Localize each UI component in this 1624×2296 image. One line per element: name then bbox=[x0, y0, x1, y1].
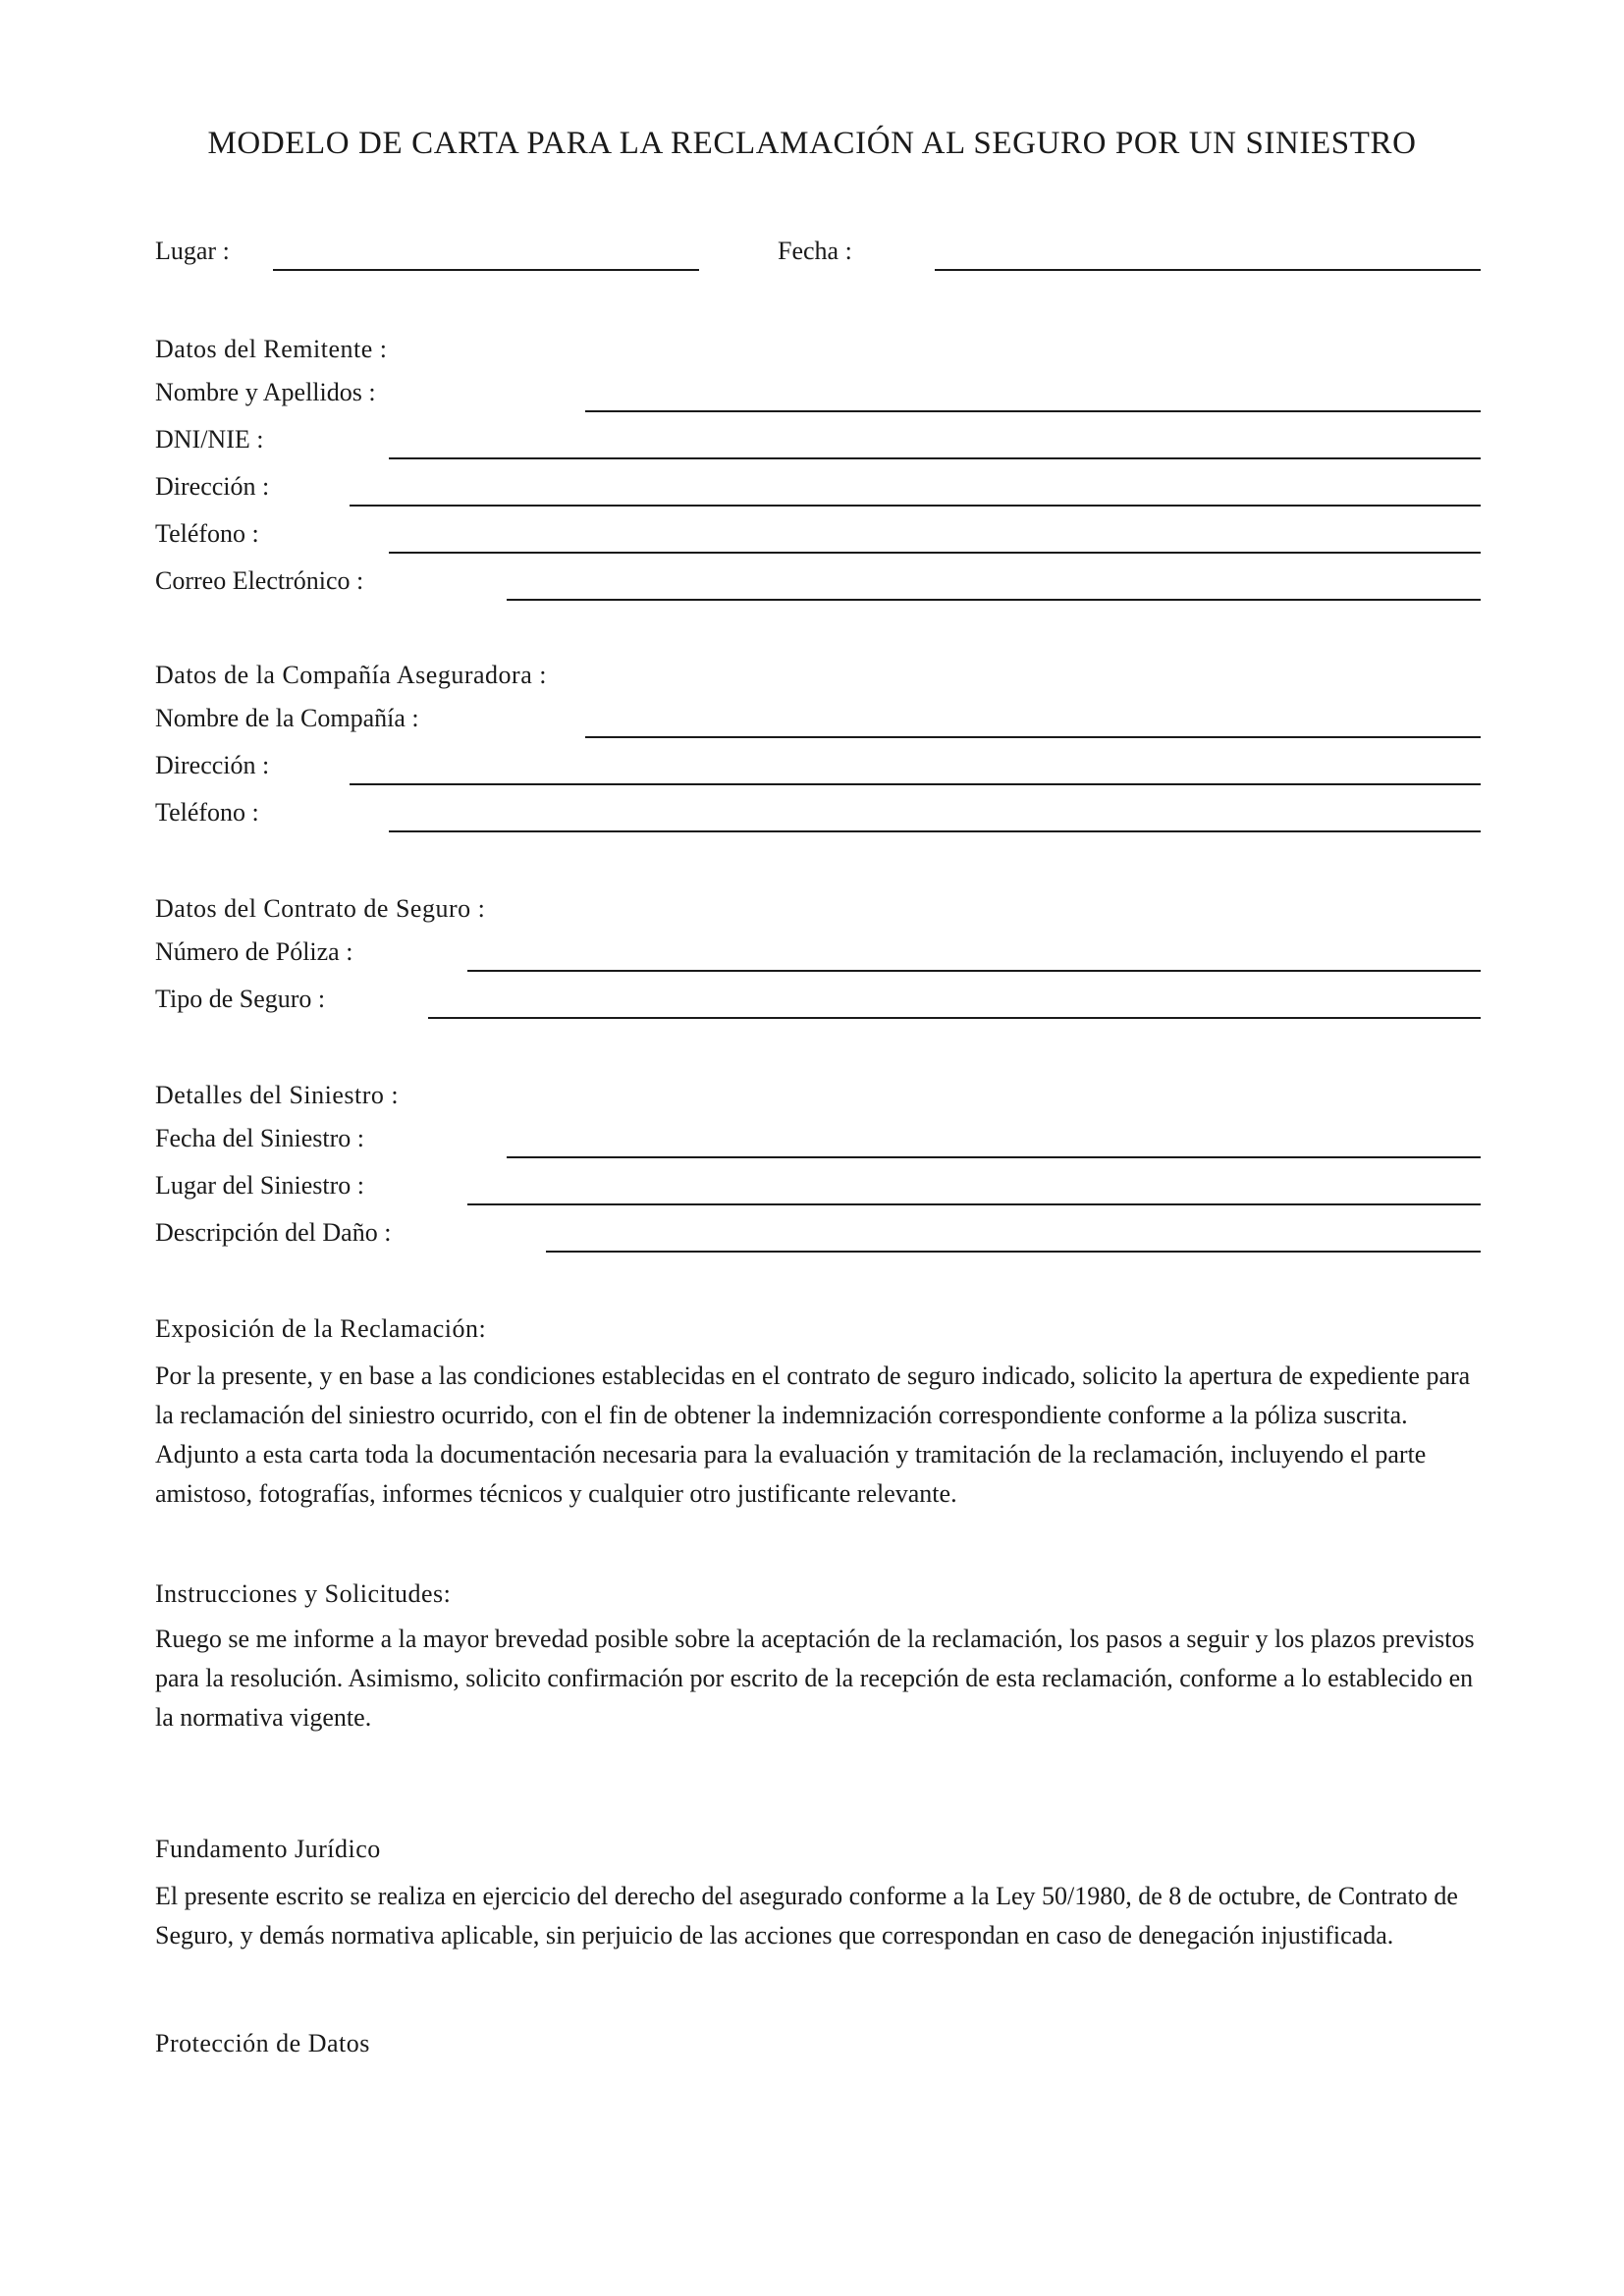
claim-date-field[interactable] bbox=[507, 1156, 1481, 1158]
contract-policy-label: Número de Póliza : bbox=[155, 937, 353, 966]
claim-date-row bbox=[155, 1121, 1481, 1160]
sender-phone-field[interactable] bbox=[389, 552, 1481, 554]
contract-type-field[interactable] bbox=[428, 1017, 1481, 1019]
contract-type-row bbox=[155, 982, 1481, 1021]
sender-address-label: Dirección : bbox=[155, 472, 270, 501]
sender-email-row bbox=[155, 563, 1481, 603]
sender-phone-row bbox=[155, 516, 1481, 556]
contract-policy-field[interactable] bbox=[467, 970, 1481, 972]
sender-id-field[interactable] bbox=[389, 457, 1481, 459]
claim-details-heading: Detalles del Siniestro : bbox=[155, 1081, 400, 1109]
claim-damage-row bbox=[155, 1215, 1481, 1255]
insurer-address-label: Dirección : bbox=[155, 751, 270, 779]
claim-place-row bbox=[155, 1168, 1481, 1207]
insurer-phone-field[interactable] bbox=[389, 830, 1481, 832]
insurer-address-field[interactable] bbox=[350, 783, 1481, 785]
data-protection-heading: Protección de Datos bbox=[155, 2029, 370, 2057]
insurer-company-label: Nombre de la Compañía : bbox=[155, 704, 419, 732]
legal-heading: Fundamento Jurídico bbox=[155, 1835, 381, 1863]
contract-heading: Datos del Contrato de Seguro : bbox=[155, 894, 486, 923]
insurer-address-row bbox=[155, 748, 1481, 787]
date-label: Fecha : bbox=[778, 237, 852, 265]
sender-id-row bbox=[155, 422, 1481, 461]
claim-damage-field[interactable] bbox=[546, 1251, 1481, 1253]
insurer-company-row bbox=[155, 701, 1481, 740]
sender-name-field[interactable] bbox=[585, 410, 1481, 412]
sender-id-label: DNI/NIE : bbox=[155, 425, 264, 454]
insurer-heading: Datos de la Compañía Aseguradora : bbox=[155, 661, 547, 689]
sender-heading: Datos del Remitente : bbox=[155, 335, 388, 363]
claim-place-field[interactable] bbox=[467, 1203, 1481, 1205]
exposition-text: Por la presente, y en base a las condiciones establecidas en el contrato de seguro indicado, solicito la apertura de expediente para la reclamación del siniestro ocurrido, con el fin de obtener la indemnización correspondiente conforme a la póliza suscrita. Adjunto a esta carta toda la documentación necesaria para la evaluación y tramitación de la reclamación, incluyendo el parte amistoso, fotografías, informes técnicos y cualquier otro justificante relevante. bbox=[155, 1362, 1471, 1508]
contract-type-label: Tipo de Seguro : bbox=[155, 985, 326, 1013]
sender-name-row bbox=[155, 375, 1481, 414]
insurer-phone-row bbox=[155, 795, 1481, 834]
page-title: MODELO DE CARTA PARA LA RECLAMACIÓN AL SEGURO POR UN SINIESTRO bbox=[207, 126, 1417, 161]
claim-date-label: Fecha del Siniestro : bbox=[155, 1124, 365, 1152]
sender-phone-label: Teléfono : bbox=[155, 519, 259, 548]
contract-policy-row bbox=[155, 934, 1481, 974]
instructions-text: Ruego se me informe a la mayor brevedad posible sobre la aceptación de la reclamación, los pasos a seguir y los plazos previstos para la resolución. Asimismo, solicito confirmación por escrito de la recepción de esta reclamación, conforme a lo establecido en la normativa vigente. bbox=[155, 1625, 1475, 1732]
sender-email-label: Correo Electrónico : bbox=[155, 566, 364, 595]
instructions-heading: Instrucciones y Solicitudes: bbox=[155, 1579, 452, 1608]
sender-email-field[interactable] bbox=[507, 599, 1481, 601]
claim-damage-label: Descripción del Daño : bbox=[155, 1218, 392, 1247]
place-label: Lugar : bbox=[155, 237, 230, 265]
date-field[interactable] bbox=[935, 269, 1481, 271]
legal-text: El presente escrito se realiza en ejercicio del derecho del asegurado conforme a la Ley 50/1980, de 8 de octubre, de Contrato de Seguro, y demás normativa aplicable, sin perjuicio de las acciones que correspondan en caso de denegación injustificada. bbox=[155, 1882, 1458, 1949]
claim-place-label: Lugar del Siniestro : bbox=[155, 1171, 365, 1200]
place-field[interactable] bbox=[273, 269, 699, 271]
place-date-row bbox=[155, 234, 1481, 273]
sender-name-label: Nombre y Apellidos : bbox=[155, 378, 376, 406]
exposition-heading: Exposición de la Reclamación: bbox=[155, 1314, 487, 1343]
sender-address-field[interactable] bbox=[350, 505, 1481, 507]
sender-address-row bbox=[155, 469, 1481, 508]
insurer-phone-label: Teléfono : bbox=[155, 798, 259, 827]
insurer-company-field[interactable] bbox=[585, 736, 1481, 738]
